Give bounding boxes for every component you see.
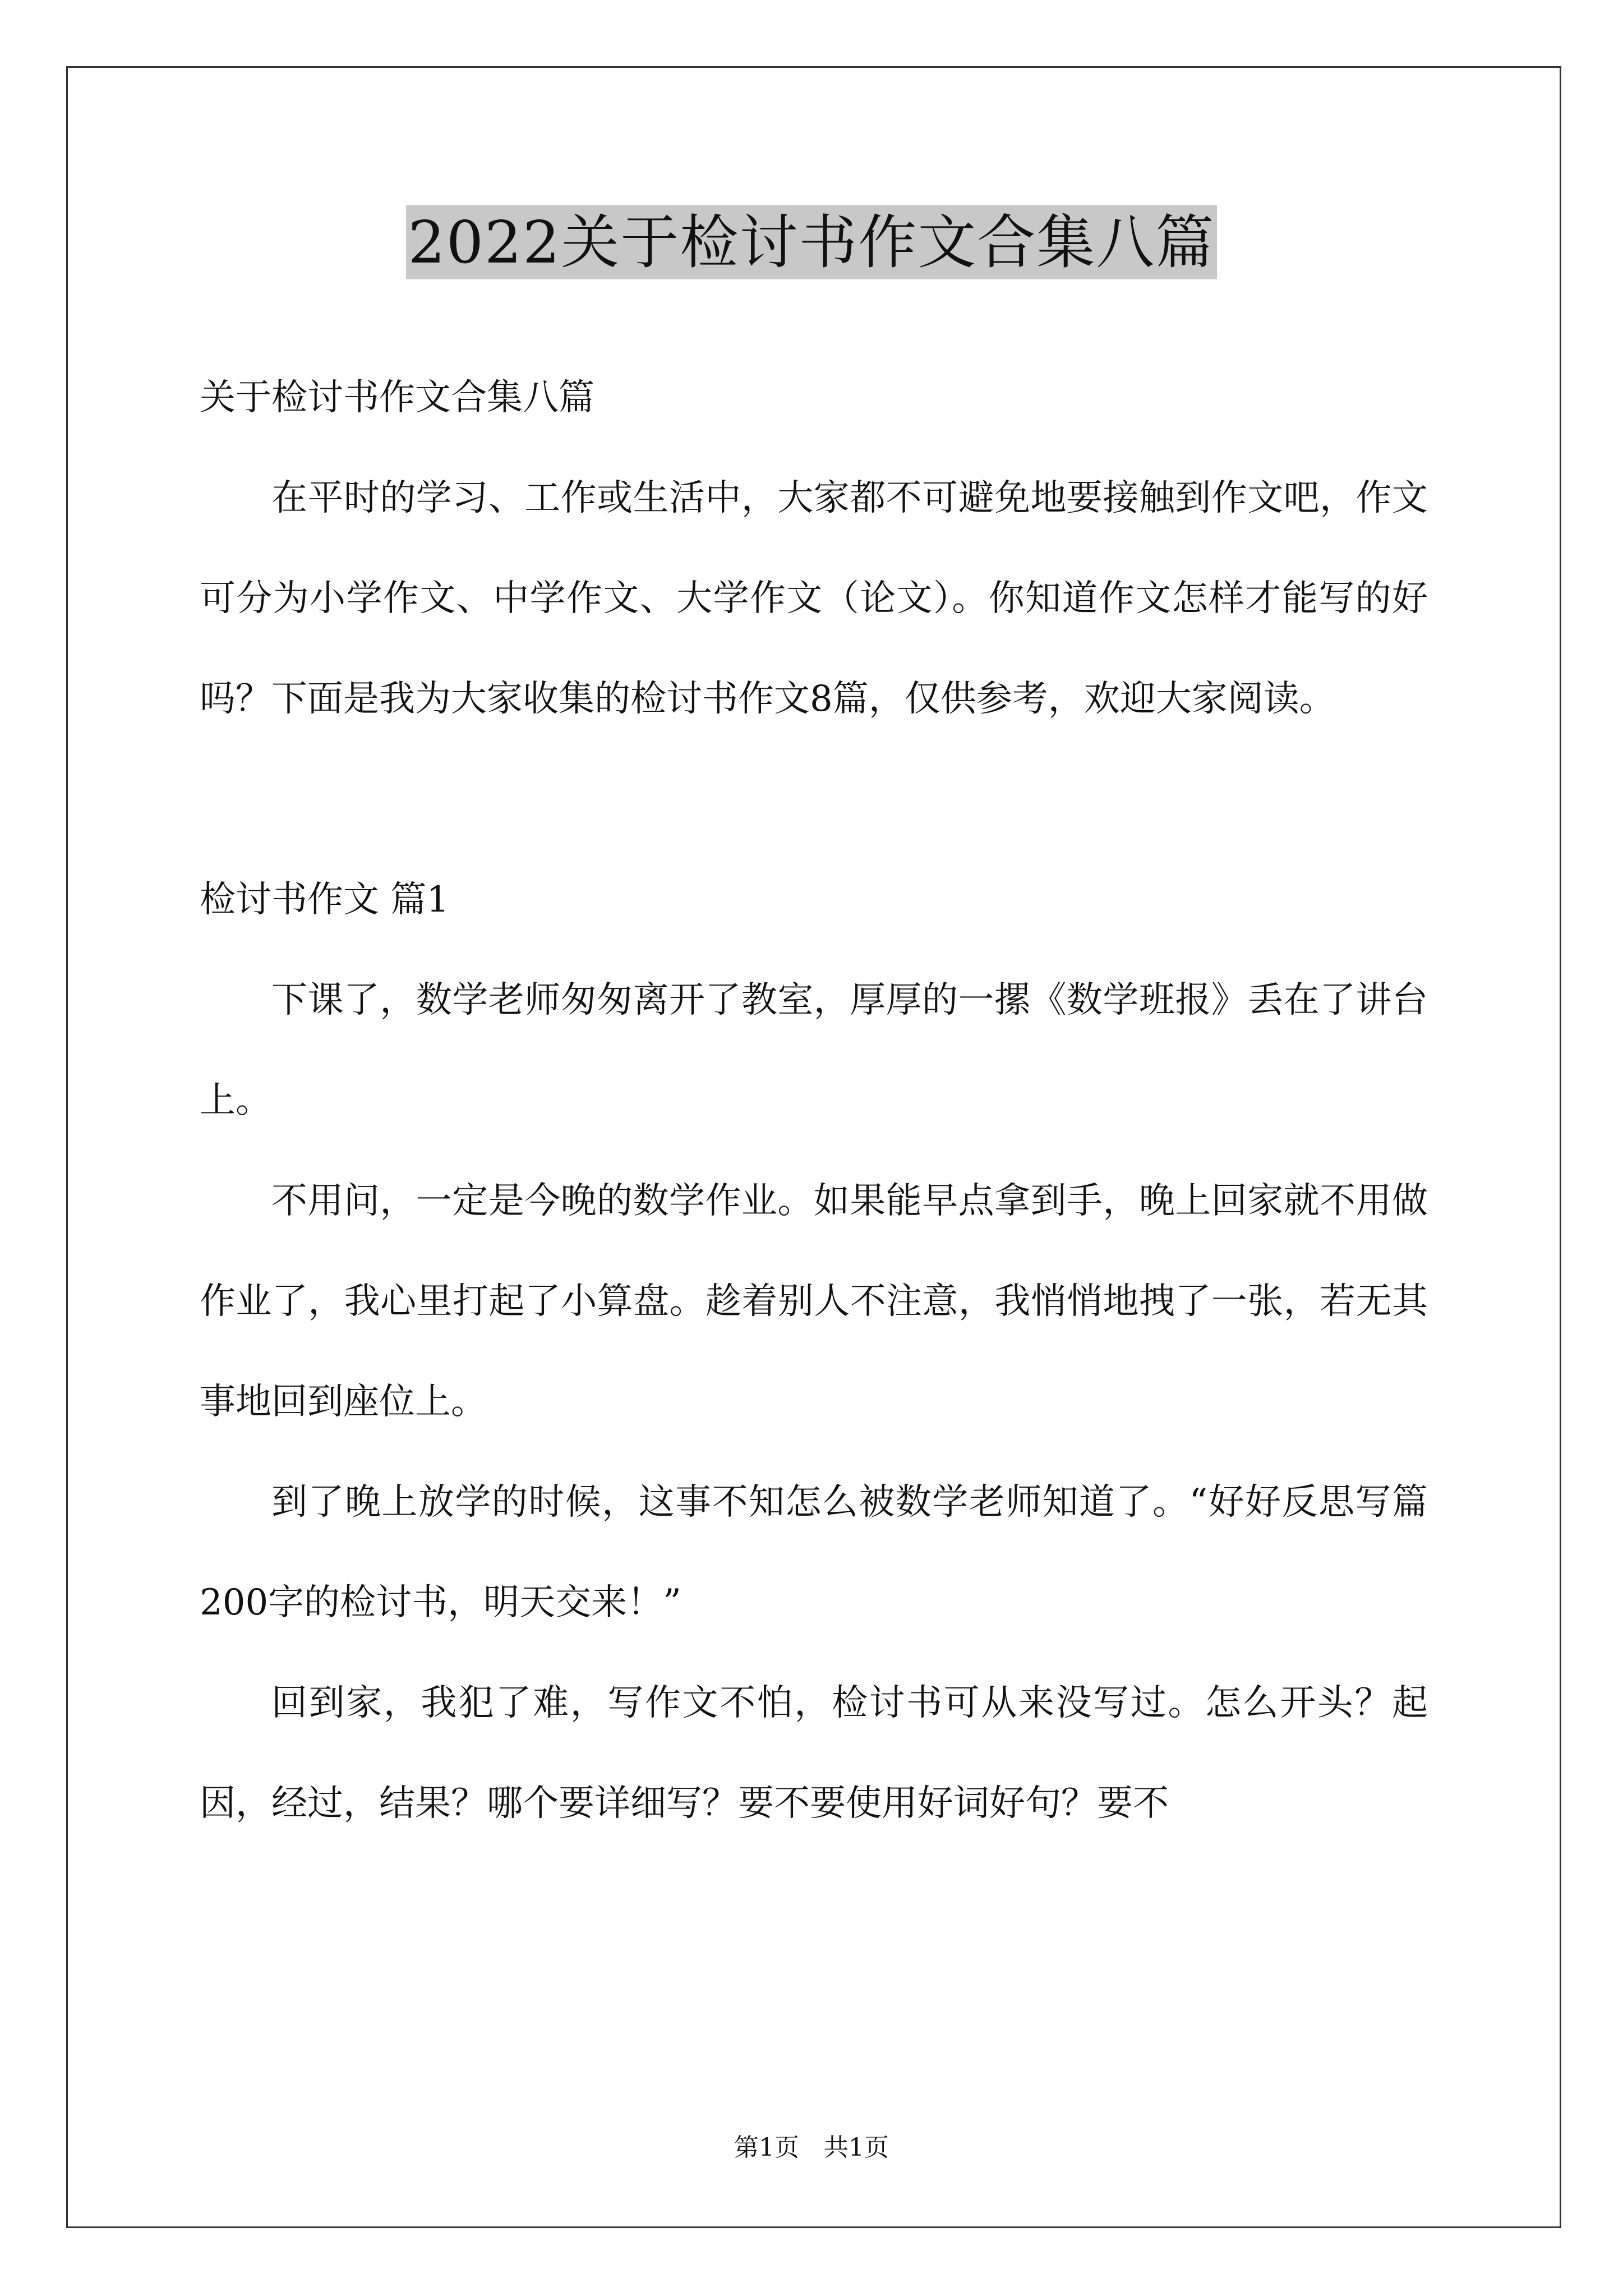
body-paragraph: 到了晚上放学的时候，这事不知怎么被数学老师知道了。“好好反思写篇200字的检讨书，明天交来！”	[200, 1481, 1428, 1623]
body-paragraph: 不用问，一定是今晚的数学作业。如果能早点拿到手，晚上回家就不用做作业了，我心里打起了小算盘。趁着别人不注意，我悄悄地拽了一张，若无其事地回到座位上。	[200, 1180, 1428, 1423]
section-spacer	[200, 749, 1428, 850]
intro-paragraph: 在平时的学习、工作或生活中，大家都不可避免地要接触到作文吧，作文可分为小学作文、中学作文、大学作文（论文）。你知道作文怎样才能写的好吗？下面是我为大家收集的检讨书作文8篇，仅供参考，欢迎大家阅读。	[200, 477, 1428, 720]
body-paragraph: 下课了，数学老师匆匆离开了教室，厚厚的一摞《数学班报》丢在了讲台上。	[200, 979, 1428, 1121]
document-subtitle: 关于检讨书作文合集八篇	[200, 377, 594, 418]
document-body	[200, 348, 1428, 1854]
section-heading: 检讨书作文 篇1	[200, 879, 450, 921]
body-paragraph: 回到家，我犯了难，写作文不怕，检讨书可从来没写过。怎么开头？起因，经过，结果？哪个要详细写？要不要使用好词好句？要不	[200, 1682, 1428, 1824]
document-title: 2022关于检讨书作文合集八篇	[406, 205, 1218, 279]
page-footer: 第1页 共1页	[734, 2133, 889, 2162]
title-container	[0, 205, 1623, 279]
